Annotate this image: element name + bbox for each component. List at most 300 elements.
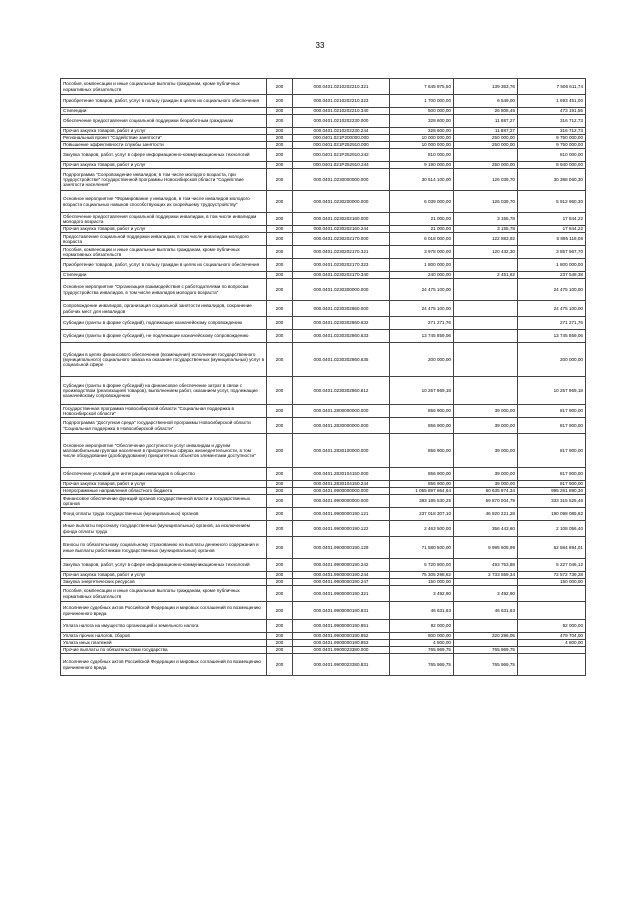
row-executed-cell: [454, 330, 518, 343]
row-name-cell: Уплата иных платежей: [61, 640, 267, 647]
row-code-cell: 200: [267, 343, 293, 377]
row-remaining-cell: 5 895 116,08: [518, 233, 586, 246]
row-assigned-cell: 856 900,00: [390, 481, 454, 488]
row-remaining-cell: 62 584 894,01: [518, 537, 586, 559]
row-name-cell: Предоставление социальной поддержки инвалидам, в том числе инвалидам молодого возраста: [61, 233, 267, 246]
table-row: [61, 537, 586, 559]
row-name-cell: Уплата прочих налогов, сборов: [61, 633, 267, 640]
row-code-cell: 200: [267, 495, 293, 508]
row-remaining-cell: 17 844,22: [518, 226, 586, 233]
table-row: [61, 579, 586, 586]
row-name-cell: Приобретение товаров, работ, услуг в пользу граждан в целях их социального обеспечения: [61, 259, 267, 272]
table-row: [61, 142, 586, 149]
budget-execution-table: [60, 78, 586, 676]
row-remaining-cell: 316 712,73: [518, 128, 586, 135]
row-assigned-cell: 30 514 100,00: [390, 169, 454, 191]
row-assigned-cell: 3 492,90: [390, 586, 454, 602]
row-kbk-cell: 000.0401.021P252910.000: [293, 142, 390, 149]
row-name-cell: Закупка товаров, работ, услуг в сфере информационно-коммуникационных технологий: [61, 149, 267, 162]
row-remaining-cell: 316 712,73: [518, 115, 586, 128]
row-executed-cell: [454, 343, 518, 377]
row-executed-cell: 39 000,00: [454, 468, 518, 481]
row-executed-cell: 120 432,30: [454, 246, 518, 259]
row-assigned-cell: 6 039 000,00: [390, 191, 454, 213]
row-kbk-cell: 000.0401.9900000000.000: [293, 495, 390, 508]
row-kbk-cell: 000.0401.021P252910.242: [293, 149, 390, 162]
row-kbk-cell: 000.0401.0230302860.812: [293, 377, 390, 405]
row-kbk-cell: 000.0401.0210202230.000: [293, 115, 390, 128]
row-remaining-cell: 190 098 085,82: [518, 508, 586, 521]
row-executed-cell: 250 000,00: [454, 135, 518, 142]
row-assigned-cell: 271 271,76: [390, 317, 454, 330]
row-kbk-cell: 000.0401.0210202210.340: [293, 108, 390, 115]
row-remaining-cell: 24 475 100,00: [518, 301, 586, 317]
row-assigned-cell: 10 000 000,00: [390, 135, 454, 142]
row-code-cell: 200: [267, 586, 293, 602]
row-name-cell: Взносы по обязательному социальному страхованию на выплаты денежного содержания и иные выплаты работникам государственных (муниципальных) органов: [61, 537, 267, 559]
row-remaining-cell: 817 900,00: [518, 405, 586, 418]
row-executed-cell: 765 969,75: [454, 647, 518, 654]
row-code-cell: 200: [267, 377, 293, 405]
row-kbk-cell: 000.0401.0230302860.635: [293, 343, 390, 377]
row-code-cell: 200: [267, 330, 293, 343]
table-row: [61, 508, 586, 521]
table-row: [61, 226, 586, 233]
row-kbk-cell: 000.0401.0230202170.000: [293, 233, 390, 246]
row-code-cell: 200: [267, 213, 293, 226]
table-row: [61, 162, 586, 169]
row-code-cell: 200: [267, 79, 293, 95]
row-name-cell: Приобретение товаров, работ, услуг в пользу граждан в целях их социального обеспечения: [61, 95, 267, 108]
row-name-cell: Повышение эффективности службы занятости: [61, 142, 267, 149]
row-name-cell: Сопровождение инвалидов, организация социальной занятости инвалидов, сохранение рабочих мест для инвалидов: [61, 301, 267, 317]
row-executed-cell: [454, 301, 518, 317]
table-row: [61, 647, 586, 654]
row-name-cell: Закупка энергетических ресурсов: [61, 579, 267, 586]
row-code-cell: 200: [267, 259, 293, 272]
row-executed-cell: 6 549,00: [454, 95, 518, 108]
row-name-cell: Пособия, компенсации и иные социальные выплаты гражданам, кроме публичных нормативных обязательств: [61, 586, 267, 602]
row-assigned-cell: 9 190 000,00: [390, 162, 454, 169]
row-executed-cell: [454, 377, 518, 405]
table-row: [61, 259, 586, 272]
row-name-cell: Прочая закупка товаров, работ и услуг: [61, 128, 267, 135]
row-executed-cell: 765 969,75: [454, 654, 518, 676]
row-remaining-cell: 150 000,00: [518, 579, 586, 586]
row-remaining-cell: [518, 602, 586, 620]
row-code-cell: 200: [267, 162, 293, 169]
row-name-cell: Обеспечение условий для интеграции инвалидов в общество: [61, 468, 267, 481]
row-kbk-cell: 000.0401.9900000190.244: [293, 572, 390, 579]
row-name-cell: Пособия, компенсации и иные социальные выплаты гражданам, кроме публичных нормативных обязательств: [61, 246, 267, 259]
row-remaining-cell: 2 108 056,40: [518, 521, 586, 537]
row-code-cell: 200: [267, 434, 293, 468]
row-assigned-cell: 240 000,00: [390, 272, 454, 279]
page-number: 33: [315, 41, 325, 50]
row-executed-cell: 3 155,78: [454, 226, 518, 233]
row-remaining-cell: 200 000,00: [518, 343, 586, 377]
row-executed-cell: 126 039,70: [454, 191, 518, 213]
row-name-cell: Непрограммные направления областного бюджета: [61, 488, 267, 495]
row-executed-cell: 60 635 974,34: [454, 488, 518, 495]
row-code-cell: 200: [267, 142, 293, 149]
row-name-cell: Пособия, компенсации и иные социальные выплаты гражданам, кроме публичных нормативных обязательств: [61, 79, 267, 95]
row-kbk-cell: 000.0401.9900000190.851: [293, 620, 390, 633]
row-code-cell: 200: [267, 654, 293, 676]
table-row: [61, 343, 586, 377]
table-row: [61, 301, 586, 317]
row-executed-cell: 11 887,27: [454, 128, 518, 135]
row-remaining-cell: 1 693 451,00: [518, 95, 586, 108]
row-remaining-cell: 30 388 060,30: [518, 169, 586, 191]
row-assigned-cell: 393 185 530,25: [390, 495, 454, 508]
row-kbk-cell: 000.0401.9900023380.000: [293, 647, 390, 654]
row-remaining-cell: [518, 586, 586, 602]
row-assigned-cell: 856 900,00: [390, 434, 454, 468]
table-row: [61, 213, 586, 226]
row-name-cell: Обеспечение предоставления социальной поддержки безработным гражданам: [61, 115, 267, 128]
row-assigned-cell: 5 720 800,00: [390, 559, 454, 572]
row-kbk-cell: 000.0401.0230000000.000: [293, 169, 390, 191]
row-executed-cell: 46 631,63: [454, 602, 518, 620]
row-executed-cell: 320 296,05: [454, 633, 518, 640]
row-remaining-cell: 810 000,00: [518, 149, 586, 162]
row-remaining-cell: 271 271,76: [518, 317, 586, 330]
row-code-cell: 200: [267, 128, 293, 135]
row-assigned-cell: 237 018 307,10: [390, 508, 454, 521]
row-assigned-cell: 71 580 500,00: [390, 537, 454, 559]
table-row: [61, 317, 586, 330]
table-row: [61, 640, 586, 647]
row-assigned-cell: 328 600,00: [390, 115, 454, 128]
row-remaining-cell: 7 506 611,74: [518, 79, 586, 95]
table-row: [61, 330, 586, 343]
row-assigned-cell: 75 305 298,62: [390, 572, 454, 579]
row-name-cell: Подпрограмма "Сопровождение инвалидов, в том числе молодого возраста, при трудоустройстве" государственной программы Новосибирской области "Содействие занятости населения": [61, 169, 267, 191]
table-row: [61, 468, 586, 481]
row-name-cell: Иные выплаты персоналу государственных (муниципальных) органов, за исключением фонда оплаты труда: [61, 521, 267, 537]
row-name-cell: Основное мероприятие "Организация взаимодействия с работодателями по вопросам трудоустройства инвалидов, в том числе инвалидов молодого возраста": [61, 279, 267, 301]
table-row: [61, 602, 586, 620]
row-kbk-cell: 000.0401.0230202160.244: [293, 226, 390, 233]
table-row: [61, 488, 586, 495]
row-remaining-cell: [518, 654, 586, 676]
row-code-cell: 200: [267, 633, 293, 640]
row-assigned-cell: 10 000 000,00: [390, 142, 454, 149]
row-kbk-cell: 000.0401.021P200000.000: [293, 135, 390, 142]
row-kbk-cell: 000.0401.9900000190.121: [293, 508, 390, 521]
row-executed-cell: [454, 317, 518, 330]
row-kbk-cell: 000.0401.0210202230.244: [293, 128, 390, 135]
row-kbk-cell: 000.0401.0210202210.323: [293, 95, 390, 108]
row-remaining-cell: 8 940 000,00: [518, 162, 586, 169]
row-remaining-cell: 237 548,38: [518, 272, 586, 279]
row-assigned-cell: 24 475 100,00: [390, 301, 454, 317]
row-assigned-cell: 6 018 000,00: [390, 233, 454, 246]
row-executed-cell: 493 753,88: [454, 559, 518, 572]
row-remaining-cell: 817 900,00: [518, 468, 586, 481]
table-row: [61, 572, 586, 579]
row-code-cell: 200: [267, 405, 293, 418]
row-code-cell: 200: [267, 272, 293, 279]
row-code-cell: 200: [267, 418, 293, 434]
row-code-cell: 200: [267, 488, 293, 495]
row-name-cell: Основное мероприятие "Формирование у инвалидов, в том числе инвалидов молодого возраста социальных навыков способствующих их скорейшему трудоустройству": [61, 191, 267, 213]
row-name-cell: Стипендии: [61, 272, 267, 279]
row-name-cell: Субсидии (гранты в форме субсидий), не подлежащие казначейскому сопровождению: [61, 330, 267, 343]
row-name-cell: Фонд оплаты труда государственных (муниципальных) органов: [61, 508, 267, 521]
table-row: [61, 418, 586, 434]
row-assigned-cell: 24 475 100,00: [390, 279, 454, 301]
row-kbk-cell: 000.0401.0230302860.632: [293, 317, 390, 330]
table-row: [61, 95, 586, 108]
table-row: [61, 233, 586, 246]
row-kbk-cell: 000.0401.9900000190.852: [293, 633, 390, 640]
row-code-cell: 200: [267, 108, 293, 115]
table-row: [61, 481, 586, 488]
row-name-cell: Прочая закупка товаров, работ и услуг: [61, 481, 267, 488]
table-row: [61, 586, 586, 602]
row-assigned-cell: 765 969,75: [390, 654, 454, 676]
row-assigned-cell: 7 645 975,50: [390, 79, 454, 95]
row-assigned-cell: 4 800,00: [390, 640, 454, 647]
row-remaining-cell: [518, 647, 586, 654]
row-executed-cell: 46 920 221,28: [454, 508, 518, 521]
row-code-cell: 200: [267, 640, 293, 647]
row-code-cell: 200: [267, 481, 293, 488]
row-name-cell: Исполнение судебных актов Российской Федерации и мировых соглашений по возмещению причиненного вреда: [61, 602, 267, 620]
row-assigned-cell: 328 600,00: [390, 128, 454, 135]
table-row: [61, 654, 586, 676]
row-assigned-cell: 500 000,00: [390, 108, 454, 115]
row-remaining-cell: 9 750 000,00: [518, 142, 586, 149]
row-remaining-cell: 479 704,00: [518, 633, 586, 640]
row-kbk-cell: 000.0401.0230302860.633: [293, 330, 390, 343]
table-row: [61, 149, 586, 162]
table-row: [61, 115, 586, 128]
table-row: [61, 559, 586, 572]
table-row: [61, 169, 586, 191]
row-executed-cell: 2 451,62: [454, 272, 518, 279]
row-assigned-cell: 2 463 500,00: [390, 521, 454, 537]
row-executed-cell: 250 000,00: [454, 162, 518, 169]
row-remaining-cell: 17 844,22: [518, 213, 586, 226]
row-executed-cell: 59 870 004,79: [454, 495, 518, 508]
row-remaining-cell: 72 572 739,28: [518, 572, 586, 579]
row-remaining-cell: 817 900,00: [518, 418, 586, 434]
row-code-cell: 200: [267, 647, 293, 654]
row-kbk-cell: 000.0401.0210202210.321: [293, 79, 390, 95]
row-kbk-cell: 000.0401.9900000190.853: [293, 640, 390, 647]
row-name-cell: Основное мероприятие "Обеспечение доступности услуг инвалидам и другим маломобильным группам населения в приоритетных сферах жизнедеятельности, в том числе оборудование (дооборудование) приоритетных объектов элементами доступности": [61, 434, 267, 468]
row-code-cell: 200: [267, 572, 293, 579]
row-assigned-cell: 810 000,00: [390, 149, 454, 162]
row-code-cell: 200: [267, 521, 293, 537]
row-remaining-cell: 473 191,55: [518, 108, 586, 115]
row-executed-cell: [454, 579, 518, 586]
row-assigned-cell: 3 978 000,00: [390, 246, 454, 259]
row-kbk-cell: 000.0401.9900000000.000: [293, 488, 390, 495]
row-remaining-cell: 13 745 859,06: [518, 330, 586, 343]
table-row: [61, 434, 586, 468]
row-code-cell: 200: [267, 246, 293, 259]
row-code-cell: 200: [267, 233, 293, 246]
row-kbk-cell: 000.0401.0230202160.000: [293, 213, 390, 226]
row-remaining-cell: 24 475 100,00: [518, 279, 586, 301]
row-remaining-cell: 817 900,00: [518, 481, 586, 488]
row-executed-cell: [454, 259, 518, 272]
row-remaining-cell: 995 261 890,30: [518, 488, 586, 495]
row-remaining-cell: 1 800 000,00: [518, 259, 586, 272]
row-executed-cell: 356 443,60: [454, 521, 518, 537]
row-code-cell: 200: [267, 135, 293, 142]
table-row: [61, 191, 586, 213]
row-kbk-cell: 000.0401.0230202170.323: [293, 259, 390, 272]
table-row: [61, 633, 586, 640]
row-executed-cell: 139 363,76: [454, 79, 518, 95]
row-code-cell: 200: [267, 191, 293, 213]
row-assigned-cell: 92 000,00: [390, 620, 454, 633]
row-name-cell: Закупка товаров, работ, услуг в сфере информационно-коммуникационных технологий: [61, 559, 267, 572]
row-code-cell: 200: [267, 279, 293, 301]
row-name-cell: Подпрограмма "Доступная среда" государственной программы Новосибирской области "Социальная поддержка в Новосибирской области": [61, 418, 267, 434]
row-executed-cell: 9 995 605,99: [454, 537, 518, 559]
row-code-cell: 200: [267, 537, 293, 559]
row-kbk-cell: 000.0401.9900000190.247: [293, 579, 390, 586]
row-assigned-cell: 1 055 897 864,64: [390, 488, 454, 495]
row-code-cell: 200: [267, 620, 293, 633]
row-executed-cell: 250 000,00: [454, 142, 518, 149]
table-row: [61, 246, 586, 259]
row-assigned-cell: 856 900,00: [390, 405, 454, 418]
row-executed-cell: 39 000,00: [454, 434, 518, 468]
row-executed-cell: 3 492,90: [454, 586, 518, 602]
row-name-cell: Прочая закупка товаров, работ и услуг: [61, 162, 267, 169]
row-name-cell: Финансовое обеспечение функций органов государственной власти и государственных органов: [61, 495, 267, 508]
row-executed-cell: 3 155,78: [454, 213, 518, 226]
row-kbk-cell: 000.0401.2830100000.000: [293, 434, 390, 468]
row-kbk-cell: 000.0401.0230302860.000: [293, 301, 390, 317]
row-remaining-cell: 817 900,00: [518, 434, 586, 468]
row-executed-cell: 26 808,45: [454, 108, 518, 115]
row-kbk-cell: 000.0401.9900000190.321: [293, 586, 390, 602]
row-kbk-cell: 000.0401.2830000000.000: [293, 418, 390, 434]
row-assigned-cell: 10 257 969,18: [390, 377, 454, 405]
table-row: [61, 79, 586, 95]
row-kbk-cell: 000.0401.2830104150.000: [293, 468, 390, 481]
row-name-cell: Прочая закупка товаров, работ и услуг: [61, 572, 267, 579]
row-assigned-cell: 21 000,00: [390, 226, 454, 233]
row-executed-cell: 39 000,00: [454, 418, 518, 434]
row-name-cell: Субсидии (гранты в форме субсидий), подлежащие казначейскому сопровождению: [61, 317, 267, 330]
row-remaining-cell: 92 000,00: [518, 620, 586, 633]
row-executed-cell: 39 000,00: [454, 481, 518, 488]
row-code-cell: 200: [267, 468, 293, 481]
row-kbk-cell: 000.0401.0230200000.000: [293, 191, 390, 213]
row-code-cell: 200: [267, 317, 293, 330]
row-code-cell: 200: [267, 149, 293, 162]
row-name-cell: Субсидии в целях финансового обеспечения (возмещения) исполнения государственного (муниципального) социального заказа на оказание государственных (муниципальных) услуг в социальной сфере: [61, 343, 267, 377]
row-executed-cell: 126 039,70: [454, 169, 518, 191]
row-remaining-cell: 4 800,00: [518, 640, 586, 647]
row-assigned-cell: 21 000,00: [390, 213, 454, 226]
row-name-cell: Региональный проект "Содействие занятости": [61, 135, 267, 142]
table-row: [61, 405, 586, 418]
row-remaining-cell: 3 857 567,70: [518, 246, 586, 259]
row-kbk-cell: 000.0401.9900000190.129: [293, 537, 390, 559]
table-row: [61, 377, 586, 405]
table-row: [61, 108, 586, 115]
row-kbk-cell: 000.0401.9900000190.831: [293, 602, 390, 620]
row-code-cell: 200: [267, 226, 293, 233]
row-name-cell: Прочая закупка товаров, работ и услуг: [61, 226, 267, 233]
table-row: [61, 495, 586, 508]
row-name-cell: Уплата налога на имущество организаций и земельного налога: [61, 620, 267, 633]
row-code-cell: 200: [267, 169, 293, 191]
table-row: [61, 128, 586, 135]
row-remaining-cell: 5 227 046,12: [518, 559, 586, 572]
row-executed-cell: 122 883,92: [454, 233, 518, 246]
row-kbk-cell: 000.0401.0230202170.321: [293, 246, 390, 259]
row-executed-cell: 39 000,00: [454, 405, 518, 418]
row-code-cell: 200: [267, 579, 293, 586]
row-name-cell: Обеспечение предоставления социальной поддержки инвалидам, в том числе инвалидам молодого возраста: [61, 213, 267, 226]
row-name-cell: Субсидии (гранты в форме субсидий) на финансовое обеспечение затрат в связи с производством (реализацией товаров), выполнением работ, оказанием услуг, подлежащие казначейскому сопровождению: [61, 377, 267, 405]
row-kbk-cell: 000.0401.9900000190.122: [293, 521, 390, 537]
row-name-cell: Прочие выплаты по обязательствам государства: [61, 647, 267, 654]
row-assigned-cell: 856 900,00: [390, 468, 454, 481]
row-name-cell: Исполнение судебных актов Российской Федерации и мировых соглашений по возмещению причиненного вреда: [61, 654, 267, 676]
row-assigned-cell: 1 800 000,00: [390, 259, 454, 272]
table-row: [61, 135, 586, 142]
row-kbk-cell: 000.0401.9900000190.242: [293, 559, 390, 572]
row-code-cell: 200: [267, 559, 293, 572]
row-remaining-cell: 5 912 960,30: [518, 191, 586, 213]
row-kbk-cell: 000.0401.0230202170.340: [293, 272, 390, 279]
row-executed-cell: 2 733 559,34: [454, 572, 518, 579]
row-remaining-cell: 9 750 000,00: [518, 135, 586, 142]
row-assigned-cell: 200 000,00: [390, 343, 454, 377]
row-code-cell: 200: [267, 115, 293, 128]
row-remaining-cell: 333 315 525,46: [518, 495, 586, 508]
row-assigned-cell: 800 000,00: [390, 633, 454, 640]
row-assigned-cell: 150 000,00: [390, 579, 454, 586]
row-executed-cell: 11 887,27: [454, 115, 518, 128]
row-kbk-cell: 000.0401.9900023380.831: [293, 654, 390, 676]
row-assigned-cell: 856 900,00: [390, 418, 454, 434]
row-code-cell: 200: [267, 301, 293, 317]
row-executed-cell: [454, 620, 518, 633]
table-row: [61, 279, 586, 301]
row-kbk-cell: 000.0401.2800000000.000: [293, 405, 390, 418]
row-kbk-cell: 000.0401.2830104150.244: [293, 481, 390, 488]
row-executed-cell: [454, 149, 518, 162]
row-code-cell: 200: [267, 95, 293, 108]
table-row: [61, 620, 586, 633]
row-code-cell: 200: [267, 602, 293, 620]
row-executed-cell: [454, 640, 518, 647]
row-assigned-cell: 13 745 859,06: [390, 330, 454, 343]
row-assigned-cell: 46 631,63: [390, 602, 454, 620]
table-row: [61, 521, 586, 537]
row-executed-cell: [454, 279, 518, 301]
row-name-cell: Стипендии: [61, 108, 267, 115]
table-row: [61, 272, 586, 279]
row-assigned-cell: 1 700 000,00: [390, 95, 454, 108]
row-kbk-cell: 000.0401.0230300000.000: [293, 279, 390, 301]
row-name-cell: Государственная программа Новосибирской области "Социальная поддержка в Новосибирской области": [61, 405, 267, 418]
row-assigned-cell: 765 969,75: [390, 647, 454, 654]
